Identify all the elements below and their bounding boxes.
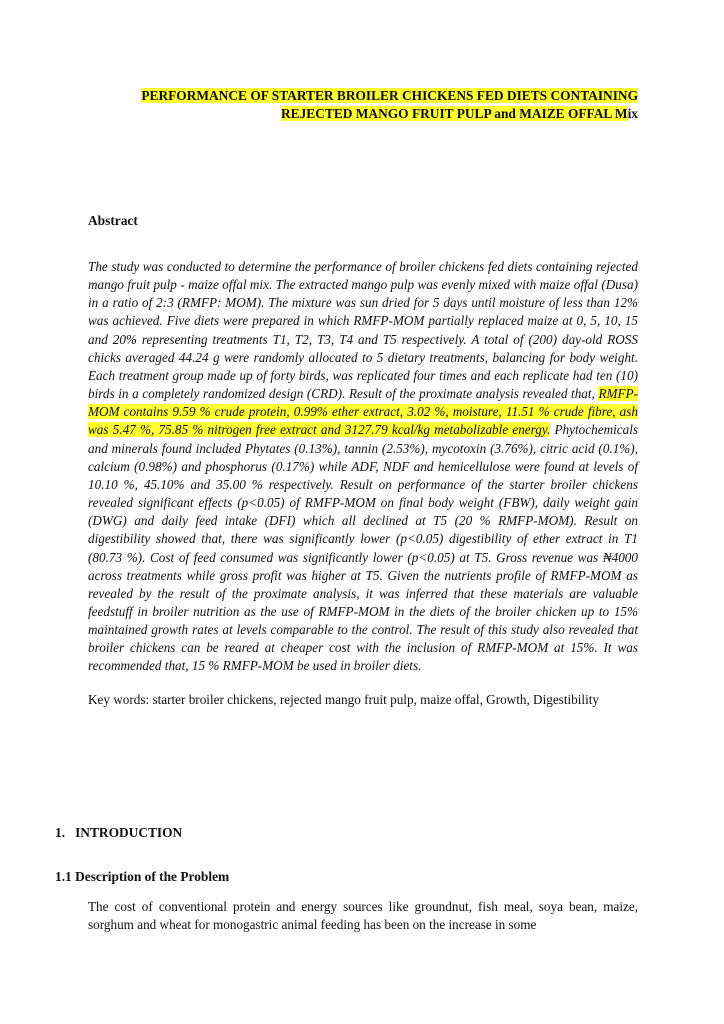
title-line-1-text: PERFORMANCE OF STARTER BROILER CHICKENS FED DIETS CONTAINING <box>141 88 638 103</box>
abstract-body <box>88 258 638 676</box>
title-line-2 <box>88 105 638 123</box>
abstract-heading: Abstract <box>88 213 138 228</box>
title-line-1 <box>88 87 638 105</box>
subsection-heading: 1.1 Description of the Problem <box>55 869 230 884</box>
abstract-highlighted-text: RMFP-MOM contains 9.59 % crude protein, 0.99% ether extract, 3.02 %, moisture, 11.51 % crude fibre, ash was 5.47 %, 75.85 % nitrogen free extract and 3127.79 kcal/kg metabolizable energy. <box>88 386 638 438</box>
abstract-text-before-highlight: The study was conducted to determine the performance of broiler chickens fed diets containing rejected mango fruit pulp - maize offal mix. The extracted mango pulp was evenly mixed with maize offal (Dusa) in a ratio of 2:3 (RMFP: MOM). The mixture was sun dried for 5 days until moisture of less than 12% was achieved. Five diets were prepared in which RMFP-MOM partially replaced maize at 0, 5, 10, 15 and 20% representing treatments T1, T2, T3, T4 and T5 respectively. A total of (200) day-old ROSS chicks averaged 44.24 g were randomly allocated to 5 dietary treatments, balancing for body weight. Each treatment group made up of forty birds, was replicated four times and each replicate had ten (10) birds in a completely randomized design (CRD). Result of the proximate analysis revealed that, <box>88 259 638 402</box>
paper-title <box>88 87 638 123</box>
keywords: Key words: starter broiler chickens, rejected mango fruit pulp, maize offal, Growth, Digestibility <box>88 692 599 707</box>
title-line-2-text: REJECTED MANGO FRUIT PULP and MAIZE OFFAL M <box>281 106 628 121</box>
intro-paragraph: The cost of conventional protein and energy sources like groundnut, fish meal, soya bean, maize, sorghum and wheat for monogastric animal feeding has been on the increase in some <box>88 899 638 933</box>
title-line-2-tail: ix <box>627 106 638 121</box>
section-heading-introduction: 1. INTRODUCTION <box>55 825 183 840</box>
abstract-text-after-highlight: Phytochemicals and minerals found included Phytates (0.13%), tannin (2.53%), mycotoxin (3.76%), citric acid (0.1%), calcium (0.98%) and phosphorus (0.17%) while ADF, NDF and hemicellulose were found at levels of 10.10 %, 45.10% and 35.00 % respectively. Result on performance of the starter broiler chickens revealed significant effects (p<0.05) of RMFP-MOM on final body weight (FBW), daily weight gain (DWG) and daily feed intake (DFI) which all declined at T5 (20 % RMFP-MOM). Result on digestibility showed that, there was significantly lower (p<0.05) digestibility of ether extract in T1 (80.73 %). Cost of feed consumed was significantly lower (p<0.05) at T5. Gross revenue was ₦4000 across treatments while gross profit was higher at T5. Given the nutrients profile of RMFP-MOM as revealed by the result of the proximate analysis, it was inferred that these materials are valuable feedstuff in broiler nutrition as the use of RMFP-MOM in the diets of the broiler chicken up to 15% maintained growth rates at levels comparable to the control. The result of this study also revealed that broiler chickens can be reared at cheaper cost with the inclusion of RMFP-MOM at 15%. It was recommended that, 15 % RMFP-MOM be used in broiler diets. <box>88 422 638 674</box>
